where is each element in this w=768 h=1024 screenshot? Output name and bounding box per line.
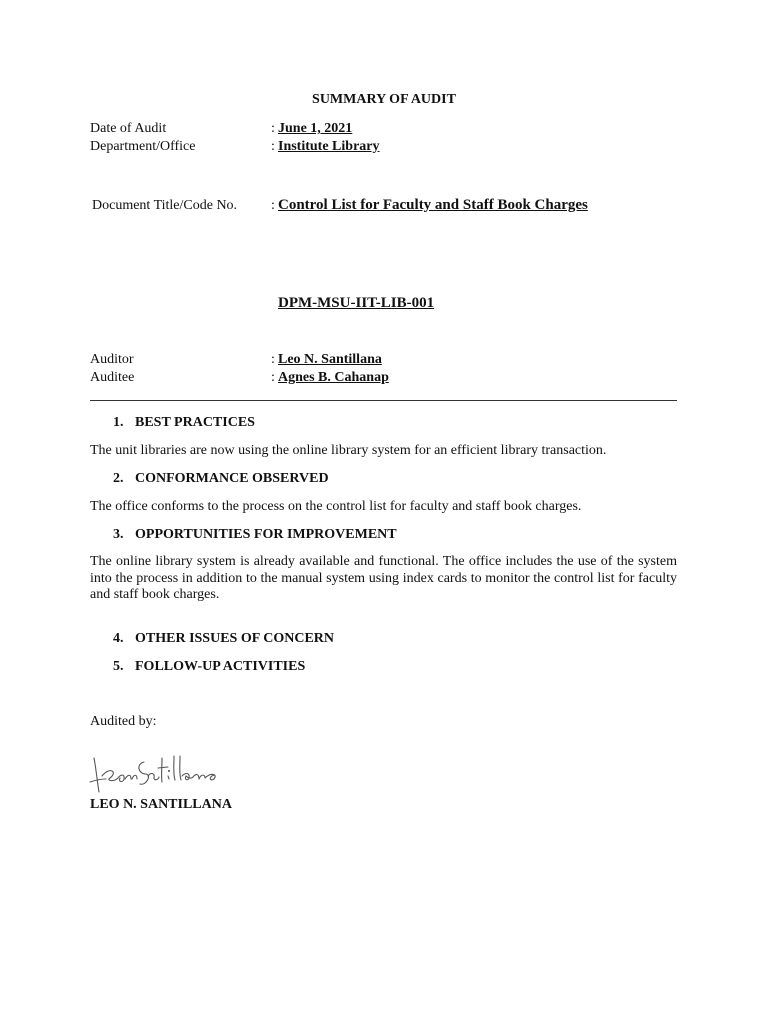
section-4-number: 4. <box>113 631 124 646</box>
section-4-heading: OTHER ISSUES OF CONCERN <box>135 631 335 646</box>
section-1-heading: BEST PRACTICES <box>135 415 255 430</box>
document-title-value: Control List for Faculty and Staff Book Charges <box>278 197 588 213</box>
audited-by-label: Audited by: <box>90 714 157 729</box>
document-title-label: Document Title/Code No. <box>92 198 238 213</box>
auditee-value: Agnes B. Cahanap <box>278 370 389 385</box>
section-3-text: The online library system is already available and functional. The office includes the use of the system into the process in addition to the manual system using index cards to monitor the control list for faculty and staff book charges. <box>90 554 677 602</box>
section-2-text: The office conforms to the process on the control list for faculty and staff book charges. <box>90 499 582 514</box>
department-colon: : <box>271 139 275 154</box>
section-5-number: 5. <box>113 659 124 674</box>
section-1-text: The unit libraries are now using the online library system for an efficient library transaction. <box>90 443 607 458</box>
document-colon: : <box>271 198 275 213</box>
auditor-colon: : <box>271 352 275 367</box>
signatory-name: LEO N. SANTILLANA <box>90 797 232 812</box>
department-value: Institute Library <box>278 139 380 154</box>
section-5-heading: FOLLOW-UP ACTIVITIES <box>135 659 306 674</box>
section-1-number: 1. <box>113 415 124 430</box>
section-3-number: 3. <box>113 527 124 542</box>
date-colon: : <box>271 121 275 136</box>
document-title: SUMMARY OF AUDIT <box>312 92 456 107</box>
auditee-label: Auditee <box>90 370 135 385</box>
section-3-heading: OPPORTUNITIES FOR IMPROVEMENT <box>135 527 397 542</box>
document-code: DPM-MSU-IIT-LIB-001 <box>278 295 435 311</box>
auditor-value: Leo N. Santillana <box>278 352 382 367</box>
date-of-audit-value: June 1, 2021 <box>278 121 353 136</box>
section-2-number: 2. <box>113 471 124 486</box>
department-label: Department/Office <box>90 139 196 154</box>
date-of-audit-label: Date of Audit <box>90 121 167 136</box>
auditor-label: Auditor <box>90 352 134 367</box>
auditee-colon: : <box>271 370 275 385</box>
horizontal-divider <box>90 400 677 401</box>
section-2-heading: CONFORMANCE OBSERVED <box>135 471 329 486</box>
